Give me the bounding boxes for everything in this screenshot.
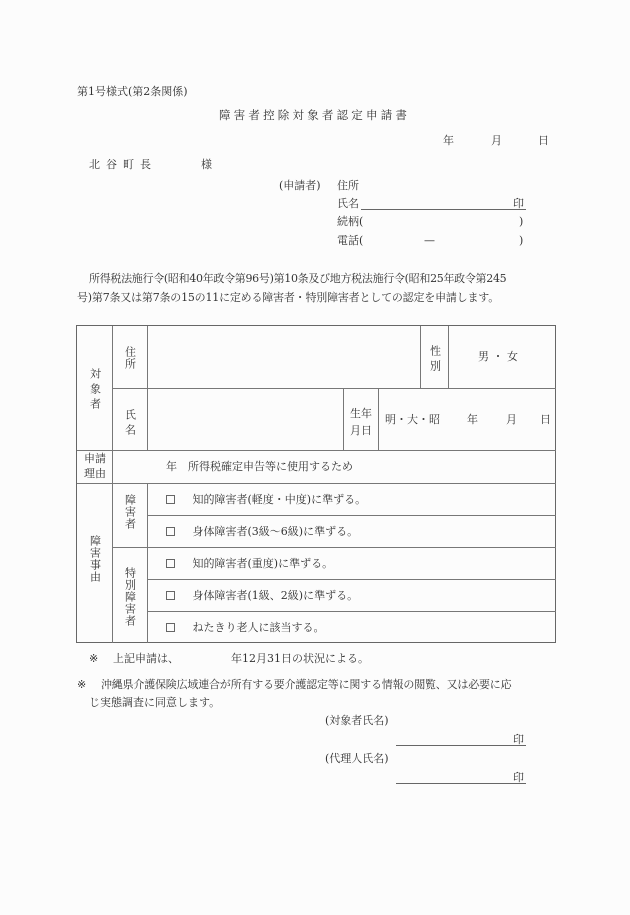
option-row[interactable]: [166, 558, 333, 569]
applicant-seal: 印: [513, 197, 524, 210]
applicant-relation-close: ): [519, 215, 524, 228]
reason-label-2: 理由: [84, 466, 106, 480]
row-divider: [148, 611, 556, 612]
subject-signature-label: (対象者氏名): [325, 714, 389, 727]
option-text: 身体障害者(3級〜6級)に準ずる。: [192, 525, 359, 538]
col-divider: [378, 388, 379, 450]
option-text: 知的障害者(軽度・中度)に準ずる。: [192, 493, 367, 506]
col-divider: [112, 450, 113, 483]
option-row[interactable]: [166, 526, 358, 537]
name-label: 氏名: [123, 409, 137, 439]
birthdate-label-2: 月日: [350, 423, 372, 437]
col-divider: [448, 326, 449, 388]
applicant-name-field[interactable]: [361, 209, 526, 210]
col-divider: [112, 326, 113, 450]
statement-line-1: 所得税法施行令(昭和40年政令第96号)第10条及び地方税法施行令(昭和25年政令第245: [89, 272, 507, 285]
reason-year-label: 年: [166, 460, 177, 473]
agent-signature-label: (代理人氏名): [325, 752, 389, 765]
reason-label: [79, 452, 111, 482]
cause-label: 障害事由: [88, 535, 102, 583]
col-divider: [147, 483, 148, 643]
row-divider: [148, 515, 556, 516]
form-number: 第1号様式(第2条関係): [77, 85, 188, 98]
birthdate-label-1: 生年: [350, 407, 372, 420]
address-label: 住所: [123, 346, 137, 370]
date-year-label: 年: [443, 134, 454, 147]
birthdate-label: [348, 406, 374, 439]
note2-line-2: じ実態調査に同意します。: [89, 696, 221, 709]
document-title: 障害者控除対象者認定申請書: [219, 108, 411, 122]
note2-mark: ※: [77, 678, 87, 691]
row-divider: [77, 483, 556, 484]
applicant-phone-dash: —: [424, 234, 435, 247]
col-divider: [112, 483, 113, 643]
note1-text: 上記申請は、: [113, 652, 179, 665]
option-row[interactable]: [166, 590, 358, 601]
sex-options[interactable]: 男 ・ 女: [478, 350, 518, 363]
checkbox[interactable]: [166, 591, 175, 600]
subject-label: 対象者: [88, 368, 102, 413]
option-row[interactable]: [166, 622, 325, 633]
applicant-phone-close: ): [519, 234, 524, 247]
subject-signature-field[interactable]: [396, 745, 526, 746]
group-disabled-label: 障害者: [123, 494, 137, 530]
statement-line-2: 号)第7条又は第7条の15の11に定める障害者・特別障害者としての認定を申請します。: [77, 291, 500, 304]
date-month-label: 月: [491, 134, 502, 147]
reason-label-1: 申請: [84, 452, 106, 465]
option-text: ねたきり老人に該当する。: [192, 621, 325, 634]
row-divider: [148, 579, 556, 580]
checkbox[interactable]: [166, 559, 175, 568]
birth-year-label: 年: [467, 413, 478, 426]
birth-day-label: 日: [540, 413, 551, 426]
checkbox[interactable]: [166, 527, 175, 536]
agent-signature-seal: 印: [513, 771, 524, 784]
era-options[interactable]: 明・大・昭: [385, 413, 440, 426]
option-text: 身体障害者(1級、2級)に準ずる。: [192, 589, 359, 602]
application-table: [76, 325, 556, 643]
col-divider: [420, 326, 421, 388]
agent-signature-field[interactable]: [396, 783, 526, 784]
applicant-name-label: 氏名: [337, 197, 359, 210]
note1-tail: 年12月31日の状況による。: [231, 652, 369, 665]
applicant-address-label: 住所: [337, 179, 359, 192]
checkbox[interactable]: [166, 623, 175, 632]
sex-label: 性別: [428, 345, 442, 375]
addressee-name: 北谷町長: [89, 158, 157, 171]
option-row[interactable]: [166, 494, 366, 505]
reason-text: 所得税確定申告等に使用するため: [188, 460, 353, 473]
row-divider: [113, 388, 556, 389]
checkbox[interactable]: [166, 495, 175, 504]
applicant-relation-label: 続柄(: [337, 215, 364, 228]
subject-name-field[interactable]: [149, 390, 341, 448]
col-divider: [343, 388, 344, 450]
col-divider: [147, 326, 148, 450]
date-day-label: 日: [538, 134, 549, 147]
option-text: 知的障害者(重度)に準ずる。: [192, 557, 334, 570]
subject-address-field[interactable]: [149, 328, 417, 386]
applicant-phone-label: 電話(: [337, 234, 364, 247]
group-special-disabled-label: 特別障害者: [123, 567, 137, 627]
row-divider: [77, 450, 556, 451]
subject-signature-seal: 印: [513, 733, 524, 746]
note1-mark: ※: [89, 652, 99, 665]
row-divider: [113, 547, 556, 548]
birth-month-label: 月: [506, 413, 517, 426]
applicant-label: (申請者): [279, 179, 321, 192]
addressee-honorific: 様: [201, 158, 212, 171]
note2-line-1: 沖縄県介護保険広域連合が所有する要介護認定等に関する情報の閲覧、又は必要に応: [101, 678, 512, 691]
